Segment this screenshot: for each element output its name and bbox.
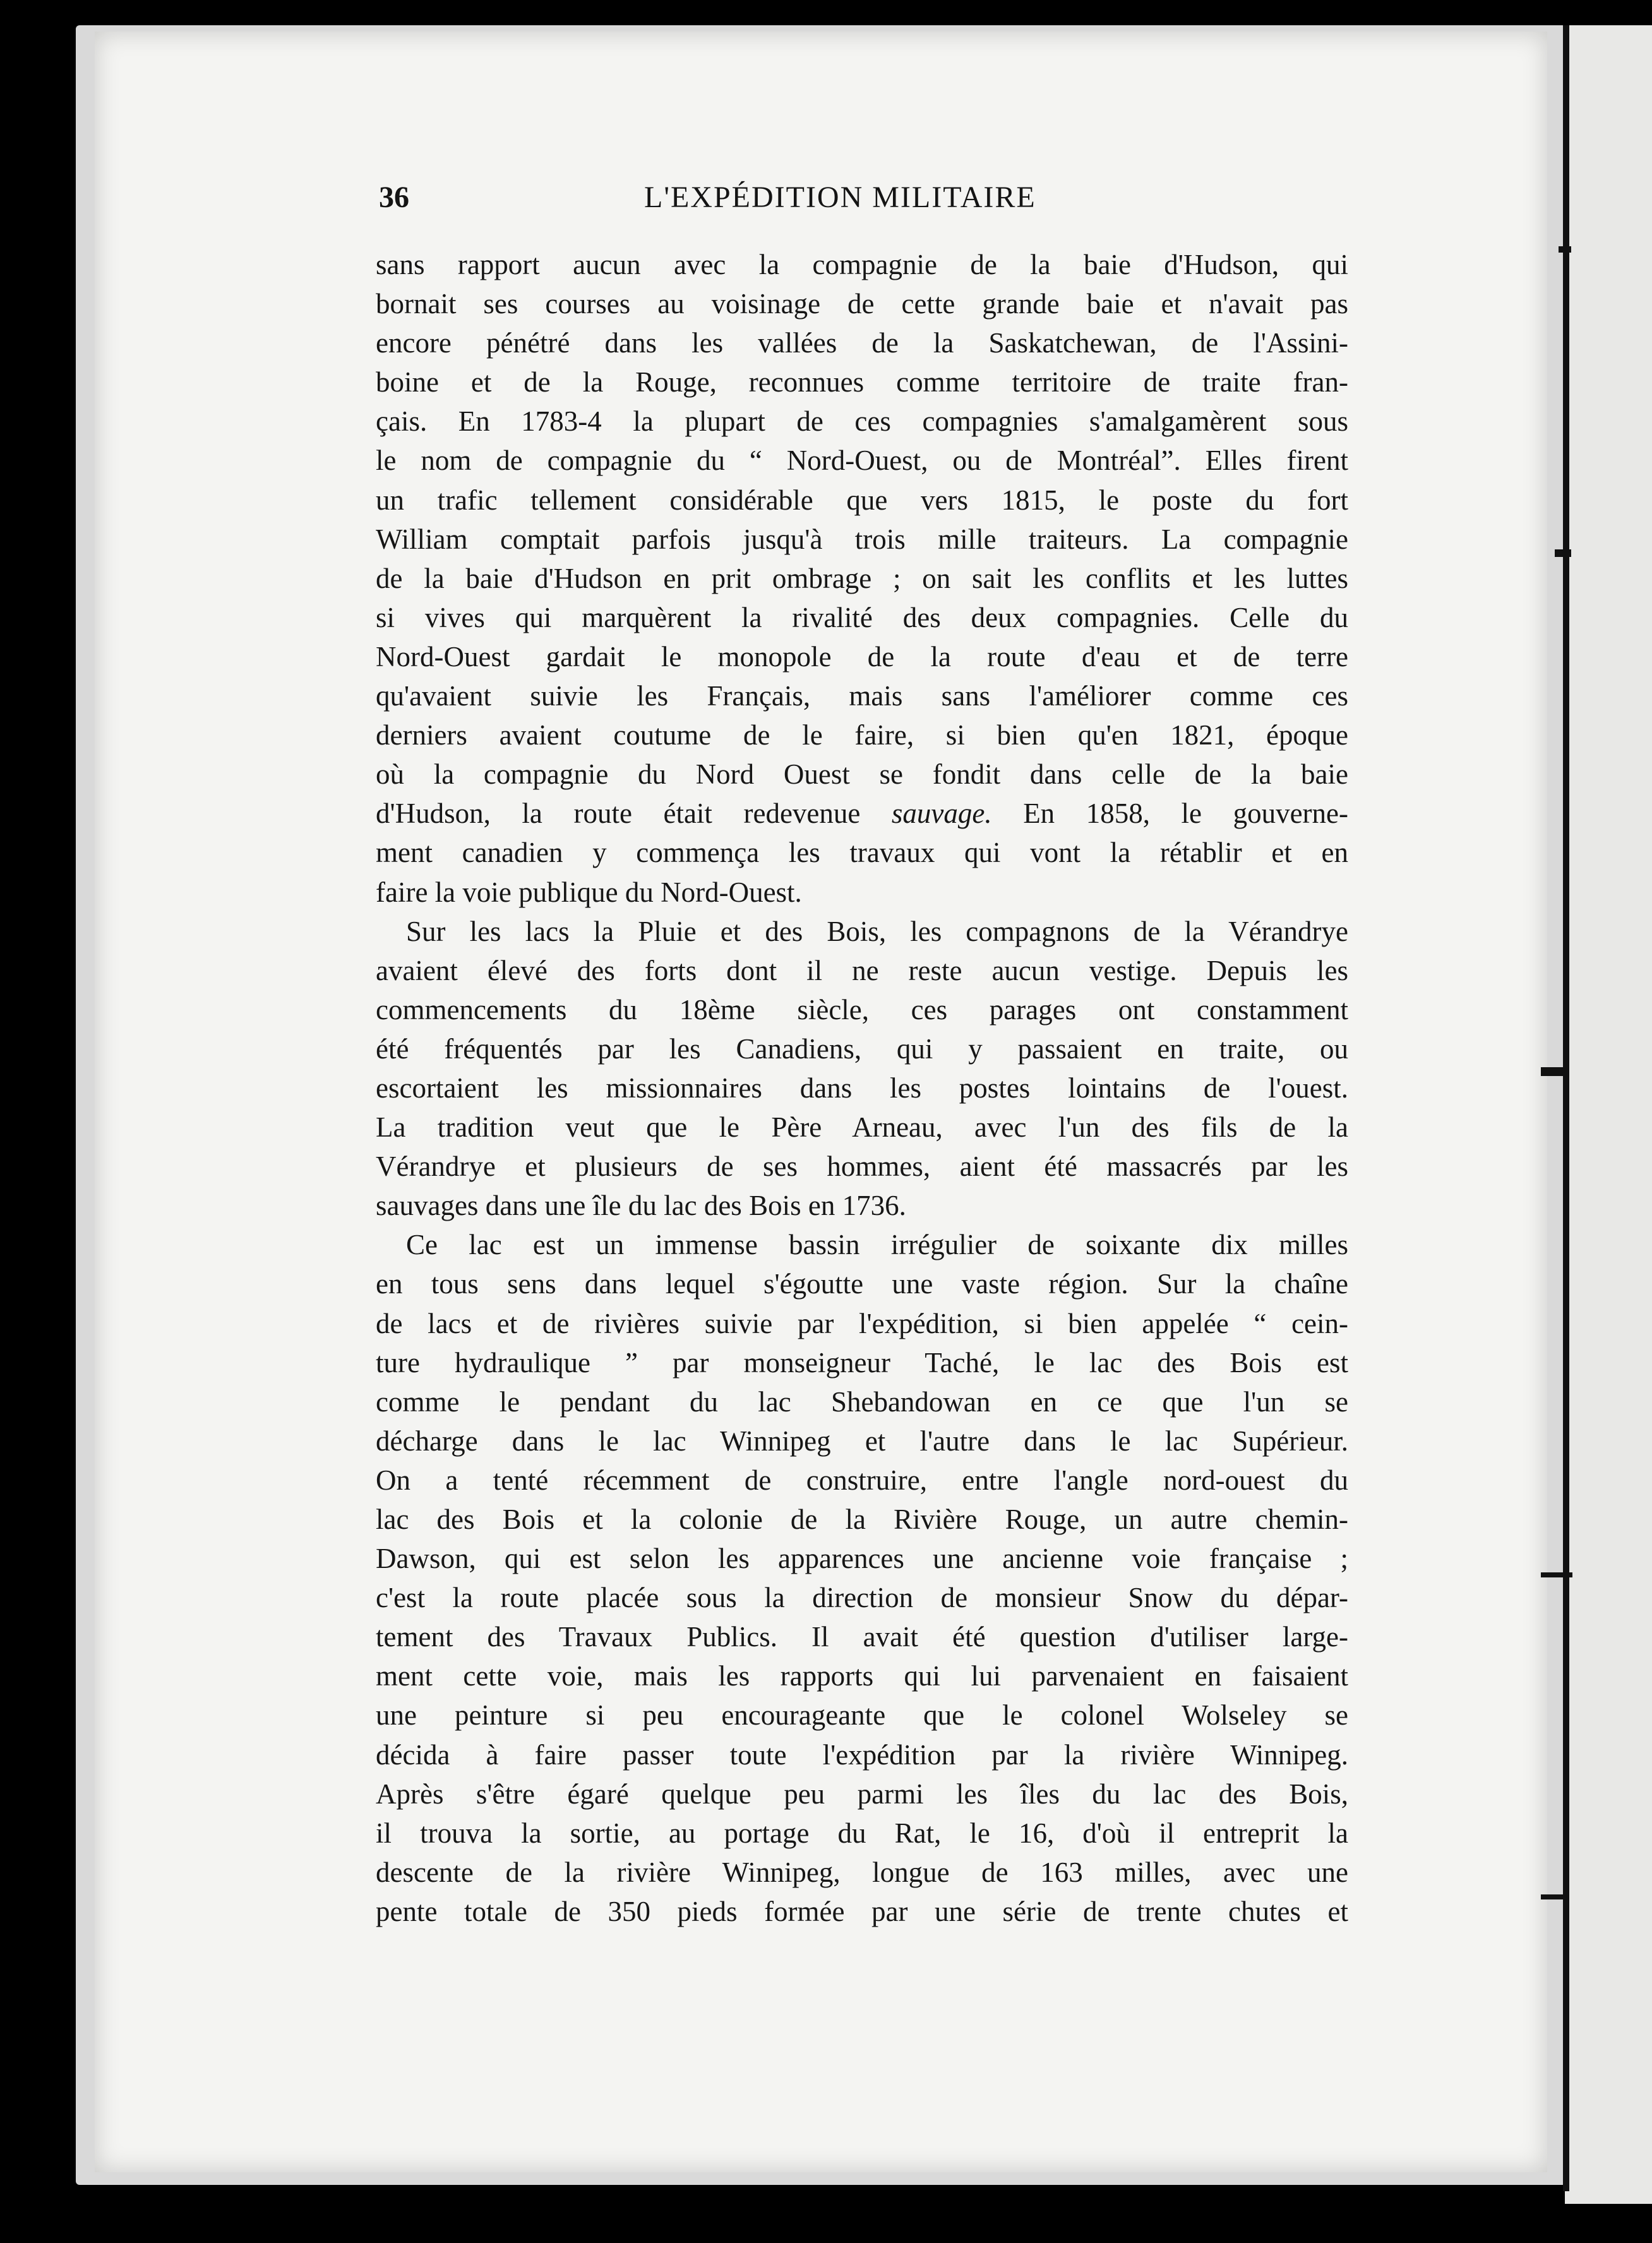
text-line: Dawson, qui est selon les apparences une ancienne voie française ; xyxy=(376,1543,1348,1575)
text-line: Sur les lacs la Pluie et des Bois, les compagnons de la Vérandrye xyxy=(406,915,1348,947)
text-line: William comptait parfois jusqu'à trois mille traiteurs. La compagnie xyxy=(376,523,1348,555)
text-line: La tradition veut que le Père Arneau, avec l'un des fils de la xyxy=(376,1111,1348,1144)
text-line: un trafic tellement considérable que vers 1815, le poste du fort xyxy=(376,484,1348,516)
text-line: çais. En 1783-4 la plupart de ces compagnies s'amalgamèrent sous xyxy=(376,405,1348,438)
text-line: de lacs et de rivières suivie par l'expédition, si bien appelée “ cein- xyxy=(376,1307,1348,1339)
text-line: Vérandrye et plusieurs de ses hommes, aient été massacrés par les xyxy=(376,1151,1348,1183)
page-number: 36 xyxy=(379,181,409,214)
text-line: c'est la route placée sous la direction de monsieur Snow du dépar- xyxy=(376,1582,1348,1614)
text-line: comme le pendant du lac Shebandowan en ce que l'un se xyxy=(376,1385,1348,1418)
text-line xyxy=(376,794,1348,833)
text-segment: d'Hudson, la route était redevenue xyxy=(376,798,892,830)
text-line: ment canadien y commença les travaux qui vont la rétablir et en xyxy=(376,837,1348,869)
scan-mark xyxy=(1541,1894,1569,1899)
text-line: sans rapport aucun avec la compagnie de la baie d'Hudson, qui xyxy=(376,249,1348,280)
text-line: le nom de compagnie du “ Nord-Ouest, ou de Montréal”. Elles firent xyxy=(376,445,1348,477)
text-line: décida à faire passer toute l'expédition par la rivière Winnipeg. xyxy=(376,1738,1348,1771)
text-line: On a tenté récemment de construire, entre l'angle nord-ouest du xyxy=(376,1464,1348,1496)
text-line: une peinture si peu encourageante que le colonel Wolseley se xyxy=(376,1699,1348,1732)
text-line: décharge dans le lac Winnipeg et l'autre dans le lac Supérieur. xyxy=(376,1425,1348,1457)
text-line: tement des Travaux Publics. Il avait été question d'utiliser large- xyxy=(376,1621,1348,1653)
gutter-shadow xyxy=(1563,25,1569,2191)
text-line: Ce lac est un immense bassin irrégulier de soixante dix milles xyxy=(406,1229,1348,1261)
scan-mark xyxy=(1541,1067,1566,1076)
text-line: commencements du 18ème siècle, ces parages ont constamment xyxy=(376,993,1348,1026)
text-line: boine et de la Rouge, reconnues comme territoire de traite fran- xyxy=(376,366,1348,398)
text-line: ment cette voie, mais les rapports qui lui parvenaient en faisaient xyxy=(376,1660,1348,1692)
text-line: sauvages dans une île du lac des Bois en 1736. xyxy=(376,1190,906,1222)
text-line: descente de la rivière Winnipeg, longue de 163 milles, avec une xyxy=(376,1856,1348,1888)
text-line: pente totale de 350 pieds formée par une série de trente chutes et xyxy=(376,1895,1348,1927)
text-segment: En 1858, le gouverne- xyxy=(991,798,1348,830)
text-line: bornait ses courses au voisinage de cette grande baie et n'avait pas xyxy=(376,288,1348,320)
italic-text: sauvage. xyxy=(891,798,992,830)
text-line: Après s'être égaré quelque peu parmi les îles du lac des Bois, xyxy=(376,1778,1348,1810)
scan-mark xyxy=(1559,246,1571,253)
text-line: ture hydraulique ” par monseigneur Taché, le lac des Bois est xyxy=(376,1346,1348,1379)
text-line: qu'avaient suivie les Français, mais sans l'améliorer comme ces xyxy=(376,680,1348,712)
scan-mark xyxy=(1555,549,1571,557)
text-line: de la baie d'Hudson en prit ombrage ; on sait les conflits et les luttes xyxy=(376,562,1348,594)
text-line: avaient élevé des forts dont il ne reste aucun vestige. Depuis les xyxy=(376,954,1348,986)
text-line: été fréquentés par les Canadiens, qui y passaient en traite, ou xyxy=(376,1032,1348,1065)
running-head: L'EXPÉDITION MILITAIRE xyxy=(644,181,1036,214)
text-line: derniers avaient coutume de le faire, si bien qu'en 1821, époque xyxy=(376,719,1348,751)
body-text xyxy=(376,245,1348,1931)
text-line: encore pénétré dans les vallées de la Saskatchewan, de l'Assini- xyxy=(376,327,1348,359)
text-line: il trouva la sortie, au portage du Rat, le 16, d'où il entreprit la xyxy=(376,1817,1348,1849)
facing-page-edge xyxy=(1565,25,1652,2204)
text-line: Nord-Ouest gardait le monopole de la route d'eau et de terre xyxy=(376,640,1348,673)
scan-mark xyxy=(1541,1572,1572,1577)
text-line: où la compagnie du Nord Ouest se fondit dans celle de la baie xyxy=(376,758,1348,791)
text-line: lac des Bois et la colonie de la Rivière Rouge, un autre chemin- xyxy=(376,1504,1348,1535)
page-header xyxy=(379,180,1452,230)
text-line: si vives qui marquèrent la rivalité des deux compagnies. Celle du xyxy=(376,601,1348,633)
text-line: faire la voie publique du Nord-Ouest. xyxy=(376,876,802,908)
text-line: escortaient les missionnaires dans les postes lointains de l'ouest. xyxy=(376,1072,1348,1104)
text-line: en tous sens dans lequel s'égoutte une vaste région. Sur la chaîne xyxy=(376,1268,1348,1300)
